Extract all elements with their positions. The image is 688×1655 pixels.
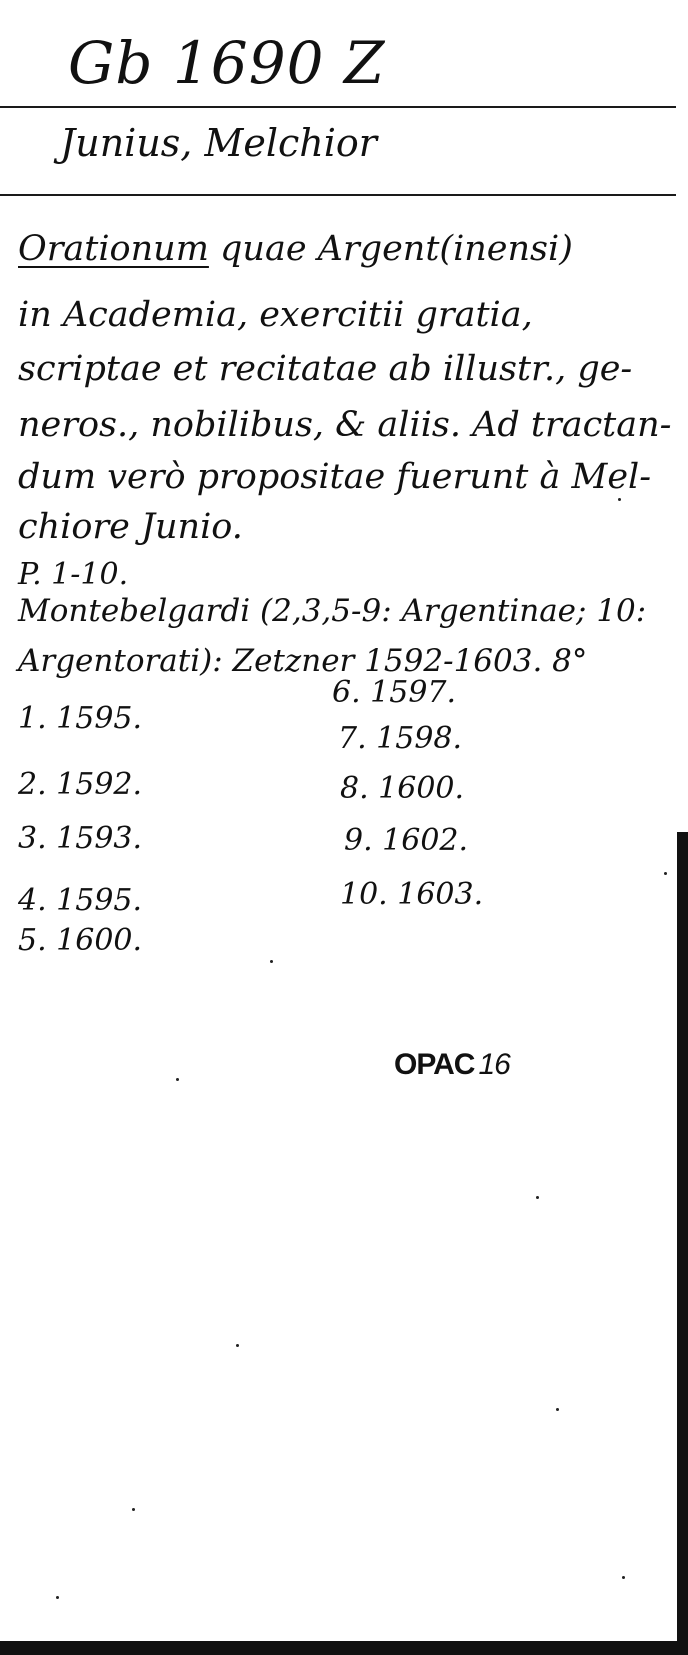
- volume-right-8: 8. 1600.: [340, 771, 465, 806]
- divider-top: [0, 106, 676, 108]
- volume-left-3: 3. 1593.: [18, 821, 143, 856]
- opac-stamp: [394, 1048, 510, 1082]
- scan-edge-right: [677, 832, 688, 1655]
- scan-speck: [664, 872, 667, 875]
- opac-stamp-label: OPAC: [394, 1048, 475, 1081]
- scan-speck: [556, 1408, 559, 1411]
- volume-right-6: 6. 1597.: [332, 675, 457, 710]
- author-name: Junius, Melchior: [60, 121, 377, 165]
- opac-stamp-number: 16: [478, 1048, 510, 1081]
- volume-left-4: 4. 1595.: [18, 883, 143, 918]
- title-line-2: in Academia, exercitii gratia,: [18, 295, 533, 335]
- pagination: P. 1-10.: [18, 557, 129, 592]
- title-line-1: [18, 229, 573, 269]
- divider-author: [0, 194, 676, 196]
- volume-left-5: 5. 1600.: [18, 923, 143, 958]
- imprint-line-2: Argentorati): Zetzner 1592-1603. 8°: [18, 643, 588, 679]
- volume-right-7: 7. 1598.: [338, 721, 463, 756]
- scan-speck: [56, 1596, 59, 1599]
- scan-speck: [132, 1508, 135, 1511]
- scan-speck: [536, 1196, 539, 1199]
- title-line-4: neros., nobilibus, & aliis. Ad tractan-: [18, 405, 672, 445]
- title-line-1-rest: quae Argent(inensi): [208, 229, 573, 269]
- volume-right-10: 10. 1603.: [340, 877, 484, 912]
- scan-speck: [236, 1344, 239, 1347]
- title-line-3: scriptae et recitatae ab illustr., ge-: [18, 349, 633, 389]
- title-line-5: dum verò propositae fuerunt à Mel-: [18, 457, 652, 497]
- title-line-6: chiore Junio.: [18, 507, 243, 547]
- scan-speck: [176, 1078, 179, 1081]
- volume-left-2: 2. 1592.: [18, 767, 143, 802]
- imprint-line-1: Montebelgardi (2,3,5-9: Argentinae; 10:: [18, 593, 647, 629]
- volume-right-9: 9. 1602.: [344, 823, 469, 858]
- scan-speck: [622, 1576, 625, 1579]
- scan-edge-bottom: [0, 1641, 688, 1655]
- shelfmark: Gb 1690 Z: [68, 29, 386, 97]
- title-underlined-word: Orationum: [18, 229, 209, 269]
- volume-left-1: 1. 1595.: [18, 701, 143, 736]
- scan-speck: [270, 960, 273, 963]
- scan-speck: [618, 498, 621, 501]
